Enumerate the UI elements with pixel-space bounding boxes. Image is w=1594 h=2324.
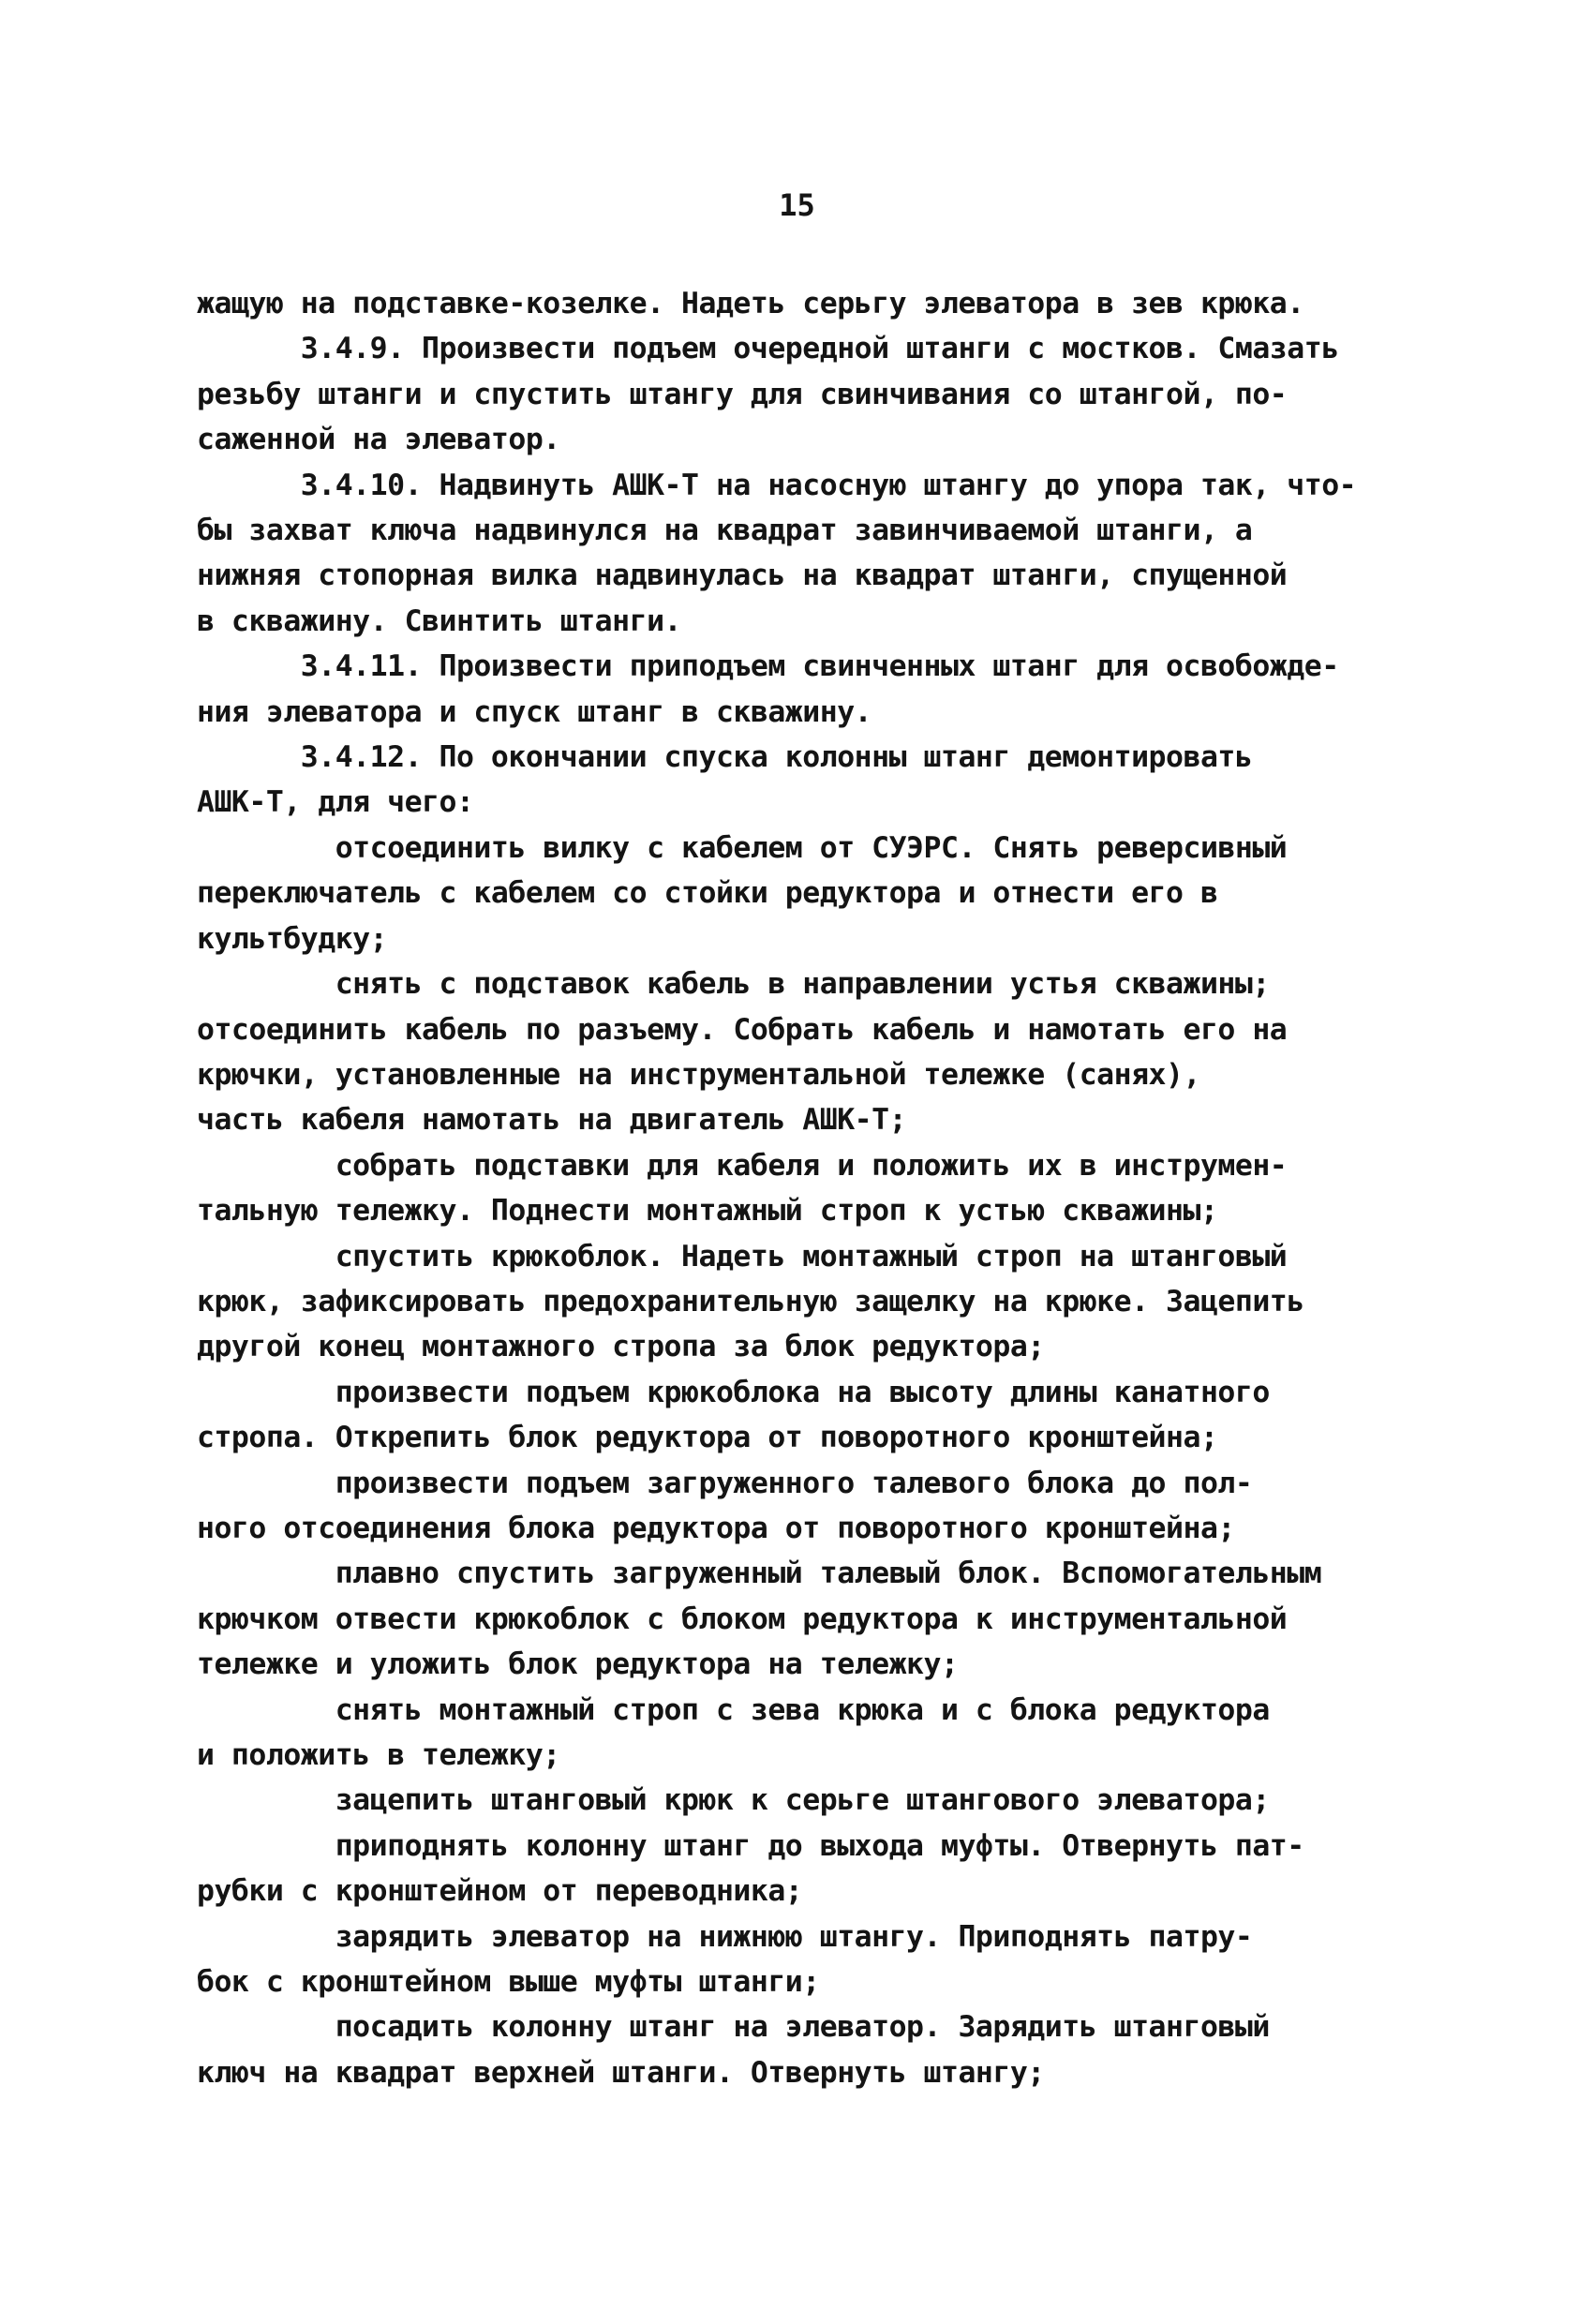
text-line: тальную тележку. Поднести монтажный строп к устью скважины; bbox=[197, 1194, 1218, 1229]
text-line: АШК-Т, для чего: bbox=[197, 785, 474, 820]
text-line: крючком отвести крюкоблок с блоком редуктора к инструментальной bbox=[197, 1601, 1288, 1636]
text-line: 3.4.11. Произвести приподъем свинченных штанг для освобожде- bbox=[197, 649, 1339, 684]
text-line: зарядить элеватор на нижнюю штангу. Приподнять патру- bbox=[197, 1919, 1253, 1954]
text-line: тележке и уложить блок редуктора на тележку; bbox=[197, 1647, 959, 1682]
text-line: 3.4.9. Произвести подъем очередной штанги с мостков. Смазать bbox=[197, 332, 1339, 366]
text-line: отсоединить кабель по разъему. Собрать кабель и намотать его на bbox=[197, 1012, 1288, 1047]
text-line: снять монтажный строп с зева крюка и с блока редуктора bbox=[197, 1692, 1270, 1727]
text-line: отсоединить вилку с кабелем от СУЭРС. Снять реверсивный bbox=[197, 830, 1288, 865]
text-line: бы захват ключа надвинулся на квадрат завинчиваемой штанги, а bbox=[197, 514, 1253, 548]
text-line: резьбу штанги и спустить штангу для свинчивания со штангой, по- bbox=[197, 377, 1288, 411]
text-line: часть кабеля намотать на двигатель АШК-Т; bbox=[197, 1103, 907, 1138]
text-line: и положить в тележку; bbox=[197, 1738, 560, 1772]
text-line: жащую на подставке-козелке. Надеть серьгу элеватора в зев крюка. bbox=[197, 287, 1304, 320]
page-number: 15 bbox=[779, 187, 815, 223]
text-line: ного отсоединения блока редуктора от поворотного кронштейна; bbox=[197, 1511, 1235, 1545]
text-line: стропа. Открепить блок редуктора от поворотного кронштейна; bbox=[197, 1421, 1218, 1455]
text-line: произвести подъем загруженного талевого блока до пол- bbox=[197, 1466, 1253, 1500]
text-line: культбудку; bbox=[197, 921, 388, 956]
text-line: спустить крюкоблок. Надеть монтажный строп на штанговый bbox=[197, 1239, 1288, 1274]
text-line: нижняя стопорная вилка надвинулась на квадрат штанги, спущенной bbox=[197, 559, 1288, 593]
text-line: приподнять колонну штанг до выхода муфты. Отвернуть пат- bbox=[197, 1828, 1304, 1863]
text-line: ключ на квадрат верхней штанги. Отвернуть штангу; bbox=[197, 2055, 1045, 2090]
text-line: переключатель с кабелем со стойки редуктора и отнести его в bbox=[197, 876, 1218, 911]
text-line: ния элеватора и спуск штанг в скважину. bbox=[197, 694, 872, 729]
text-line: в скважину. Свинтить штанги. bbox=[197, 603, 682, 638]
text-line: 3.4.12. По окончании спуска колонны штанг демонтировать bbox=[197, 740, 1253, 775]
text-line: саженной на элеватор. bbox=[197, 423, 560, 457]
text-line: посадить колонну штанг на элеватор. Зарядить штанговый bbox=[197, 2010, 1270, 2045]
text-line: плавно спустить загруженный талевый блок. Вспомогательным bbox=[197, 1557, 1322, 1591]
text-line: зацепить штанговый крюк к серьге штангового элеватора; bbox=[197, 1783, 1270, 1818]
text-line: бок с кронштейном выше муфты штанги; bbox=[197, 1965, 820, 2000]
text-line: собрать подставки для кабеля и положить их в инструмен- bbox=[197, 1148, 1288, 1183]
text-line: рубки с кронштейном от переводника; bbox=[197, 1874, 803, 1909]
text-line: 3.4.10. Надвинуть АШК-Т на насосную штангу до упора так, что- bbox=[197, 468, 1357, 502]
text-line: произвести подъем крюкоблока на высоту длины канатного bbox=[197, 1375, 1270, 1409]
body-text bbox=[197, 281, 1415, 2095]
text-line: снять с подставок кабель в направлении устья скважины; bbox=[197, 967, 1270, 1002]
text-line: крюк, зафиксировать предохранительную защелку на крюке. Зацепить bbox=[197, 1284, 1304, 1318]
text-line: крючки, установленные на инструментальной тележке (санях), bbox=[197, 1057, 1200, 1092]
text-line: другой конец монтажного стропа за блок редуктора; bbox=[197, 1330, 1045, 1364]
